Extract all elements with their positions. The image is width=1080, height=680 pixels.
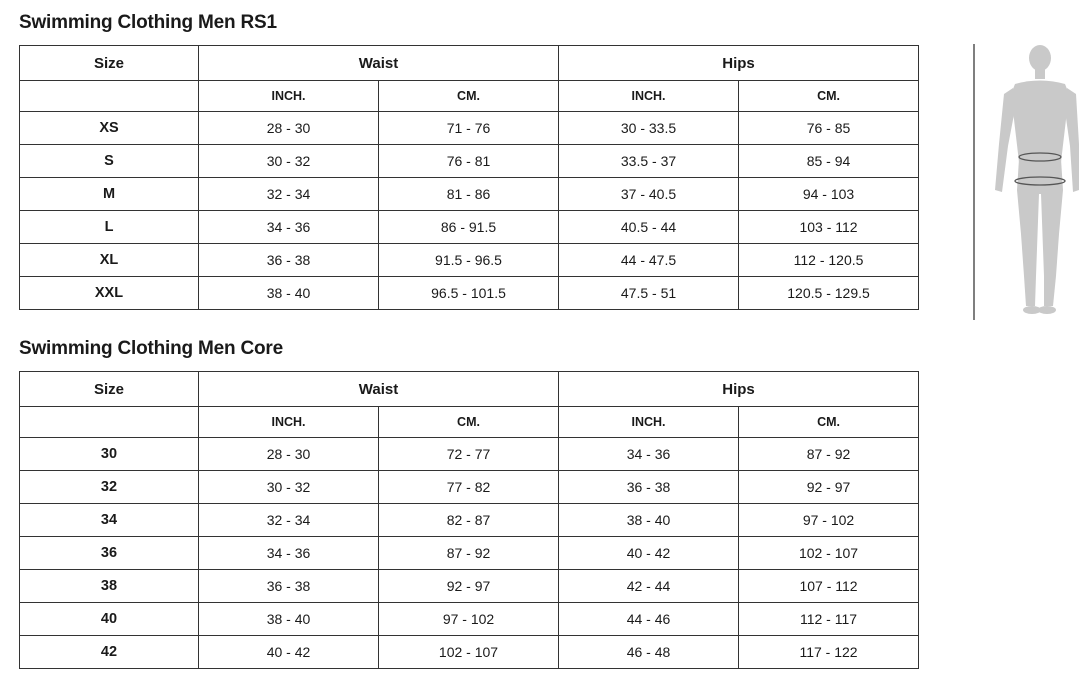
waist-cm-cell: 102 - 107 bbox=[379, 636, 559, 669]
size-cell: 40 bbox=[20, 603, 199, 636]
size-header: Size bbox=[20, 372, 199, 407]
table-row bbox=[20, 145, 919, 178]
hips-cm-cell: 97 - 102 bbox=[739, 504, 919, 537]
waist-header: Waist bbox=[199, 372, 559, 407]
table-row bbox=[20, 603, 919, 636]
hips-inch-cell: 40 - 42 bbox=[559, 537, 739, 570]
waist-cm-cell: 81 - 86 bbox=[379, 178, 559, 211]
hips-cm-cell: 103 - 112 bbox=[739, 211, 919, 244]
hips-cm-cell: 87 - 92 bbox=[739, 438, 919, 471]
hips-cm-cell: 92 - 97 bbox=[739, 471, 919, 504]
body-silhouette bbox=[995, 45, 1079, 314]
hips-inch-cell: 47.5 - 51 bbox=[559, 277, 739, 310]
unit-header-row bbox=[20, 407, 919, 438]
hips-header: Hips bbox=[559, 372, 919, 407]
size-cell: L bbox=[20, 211, 199, 244]
hips-cm-cell: 112 - 120.5 bbox=[739, 244, 919, 277]
waist-inch-header: INCH. bbox=[199, 407, 379, 438]
body-measurement-figure bbox=[973, 44, 1080, 322]
waist-inch-cell: 30 - 32 bbox=[199, 471, 379, 504]
hips-cm-cell: 94 - 103 bbox=[739, 178, 919, 211]
waist-inch-cell: 32 - 34 bbox=[199, 178, 379, 211]
waist-cm-cell: 97 - 102 bbox=[379, 603, 559, 636]
table-row bbox=[20, 471, 919, 504]
table-row bbox=[20, 244, 919, 277]
hips-inch-cell: 38 - 40 bbox=[559, 504, 739, 537]
hips-inch-cell: 36 - 38 bbox=[559, 471, 739, 504]
size-cell: XXL bbox=[20, 277, 199, 310]
table-header-row bbox=[20, 46, 919, 81]
table-row bbox=[20, 570, 919, 603]
waist-header: Waist bbox=[199, 46, 559, 81]
size-cell: 32 bbox=[20, 471, 199, 504]
table-row bbox=[20, 537, 919, 570]
waist-cm-cell: 92 - 97 bbox=[379, 570, 559, 603]
waist-cm-header: CM. bbox=[379, 407, 559, 438]
waist-cm-cell: 82 - 87 bbox=[379, 504, 559, 537]
hips-cm-cell: 117 - 122 bbox=[739, 636, 919, 669]
hips-inch-cell: 40.5 - 44 bbox=[559, 211, 739, 244]
waist-cm-cell: 96.5 - 101.5 bbox=[379, 277, 559, 310]
table-row bbox=[20, 178, 919, 211]
size-header: Size bbox=[20, 46, 199, 81]
waist-cm-cell: 86 - 91.5 bbox=[379, 211, 559, 244]
waist-inch-header: INCH. bbox=[199, 81, 379, 112]
hips-inch-cell: 34 - 36 bbox=[559, 438, 739, 471]
body-measurement-icon bbox=[973, 44, 1080, 322]
waist-cm-cell: 71 - 76 bbox=[379, 112, 559, 145]
size-cell: 36 bbox=[20, 537, 199, 570]
hips-cm-cell: 107 - 112 bbox=[739, 570, 919, 603]
table-row bbox=[20, 504, 919, 537]
waist-inch-cell: 40 - 42 bbox=[199, 636, 379, 669]
unit-empty-cell bbox=[20, 81, 199, 112]
table-row bbox=[20, 636, 919, 669]
waist-inch-cell: 28 - 30 bbox=[199, 112, 379, 145]
hips-inch-cell: 46 - 48 bbox=[559, 636, 739, 669]
waist-cm-cell: 91.5 - 96.5 bbox=[379, 244, 559, 277]
table-row bbox=[20, 438, 919, 471]
waist-inch-cell: 36 - 38 bbox=[199, 570, 379, 603]
hips-cm-cell: 112 - 117 bbox=[739, 603, 919, 636]
table-row bbox=[20, 277, 919, 310]
hips-cm-cell: 85 - 94 bbox=[739, 145, 919, 178]
waist-inch-cell: 32 - 34 bbox=[199, 504, 379, 537]
hips-inch-cell: 33.5 - 37 bbox=[559, 145, 739, 178]
waist-inch-cell: 38 - 40 bbox=[199, 603, 379, 636]
waist-inch-cell: 30 - 32 bbox=[199, 145, 379, 178]
hips-inch-cell: 30 - 33.5 bbox=[559, 112, 739, 145]
unit-header-row bbox=[20, 81, 919, 112]
hips-cm-header: CM. bbox=[739, 81, 919, 112]
hips-inch-header: INCH. bbox=[559, 407, 739, 438]
waist-cm-header: CM. bbox=[379, 81, 559, 112]
rs1-table-title: Swimming Clothing Men RS1 bbox=[19, 12, 277, 33]
waist-inch-cell: 38 - 40 bbox=[199, 277, 379, 310]
hips-header: Hips bbox=[559, 46, 919, 81]
size-cell: S bbox=[20, 145, 199, 178]
hips-inch-cell: 37 - 40.5 bbox=[559, 178, 739, 211]
waist-inch-cell: 34 - 36 bbox=[199, 537, 379, 570]
waist-inch-cell: 34 - 36 bbox=[199, 211, 379, 244]
core-table-title: Swimming Clothing Men Core bbox=[19, 338, 283, 359]
table-header-row bbox=[20, 372, 919, 407]
table-row bbox=[20, 211, 919, 244]
size-cell: XS bbox=[20, 112, 199, 145]
size-cell: 38 bbox=[20, 570, 199, 603]
hips-inch-cell: 44 - 46 bbox=[559, 603, 739, 636]
hips-inch-cell: 42 - 44 bbox=[559, 570, 739, 603]
waist-inch-cell: 28 - 30 bbox=[199, 438, 379, 471]
hips-inch-cell: 44 - 47.5 bbox=[559, 244, 739, 277]
hips-cm-cell: 102 - 107 bbox=[739, 537, 919, 570]
size-cell: XL bbox=[20, 244, 199, 277]
hips-cm-cell: 76 - 85 bbox=[739, 112, 919, 145]
size-cell: 42 bbox=[20, 636, 199, 669]
size-cell: 34 bbox=[20, 504, 199, 537]
waist-cm-cell: 77 - 82 bbox=[379, 471, 559, 504]
hips-cm-cell: 120.5 - 129.5 bbox=[739, 277, 919, 310]
hips-cm-header: CM. bbox=[739, 407, 919, 438]
waist-cm-cell: 87 - 92 bbox=[379, 537, 559, 570]
hips-inch-header: INCH. bbox=[559, 81, 739, 112]
rs1-size-table bbox=[19, 45, 919, 310]
size-cell: 30 bbox=[20, 438, 199, 471]
waist-cm-cell: 76 - 81 bbox=[379, 145, 559, 178]
table-row bbox=[20, 112, 919, 145]
unit-empty-cell bbox=[20, 407, 199, 438]
core-size-table bbox=[19, 371, 919, 669]
size-cell: M bbox=[20, 178, 199, 211]
waist-inch-cell: 36 - 38 bbox=[199, 244, 379, 277]
waist-cm-cell: 72 - 77 bbox=[379, 438, 559, 471]
